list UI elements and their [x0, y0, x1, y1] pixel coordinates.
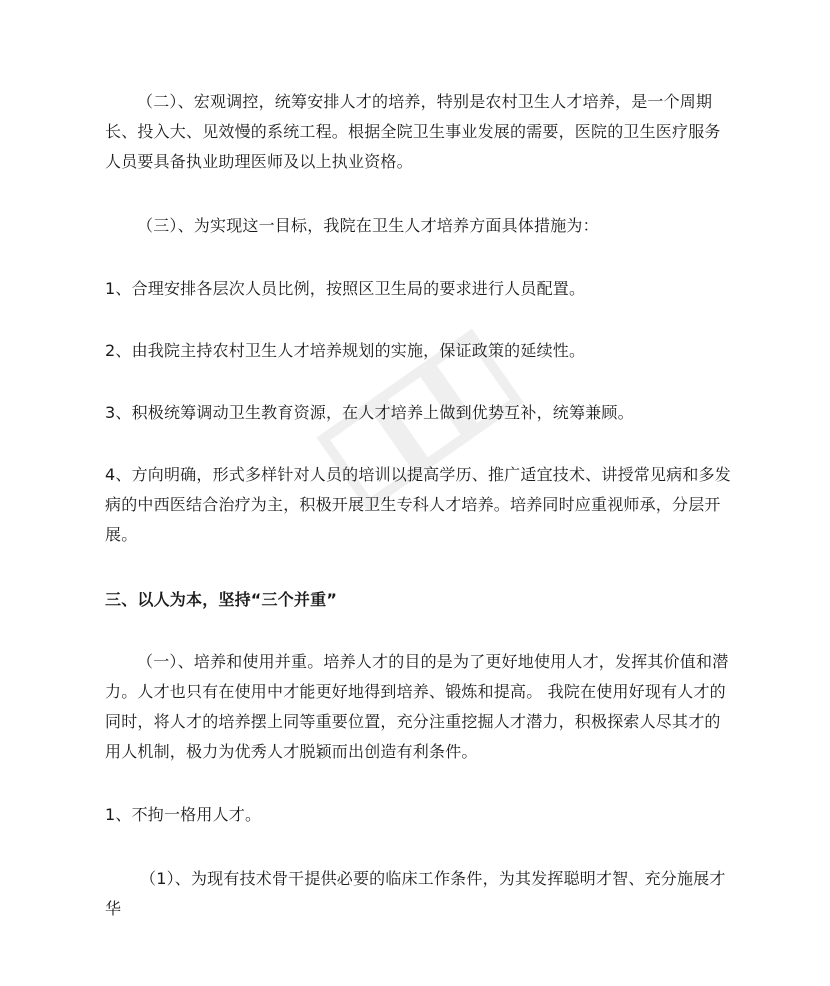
list-item-3: 3、积极统筹调动卫生教育资源，在人才培养上做到优势互补，统筹兼顾。 — [105, 403, 634, 422]
list-item-1: 1、合理安排各层次人员比例，按照区卫生局的要求进行人员配置。 — [105, 279, 586, 298]
list-item-4: 4、方向明确，形式多样针对人员的培训以提高学历、推广适宜技术、讲授常见病和多发病的中西医结合治疗为主，积极开展卫生专科人才培养。培养同时应重视师承，分层开展。 — [105, 465, 731, 544]
paragraph-training-and-use: （一）、培养和使用并重。培养人才的目的是为了更好地使用人才，发挥其价值和潜力。人才也只有在使用中才能更好地得到培养、锻炼和提高。 我院在使用好现有人才的同时，将人才的培养摆上同等重要位置，充分注重挖掘人才潜力，积极探索人尽其才的用人机制，极力为优秀人才脱颖而出创造有利条件。 — [105, 652, 729, 761]
section-heading-three: 三、以人为本，坚持“三个并重” — [105, 590, 338, 609]
paragraph-3-target-measures: （三）、为实现这一目标，我院在卫生人才培养方面具体措施为： — [137, 216, 599, 235]
sub-item-1: （1）、为现有技术骨干提供必要的临床工作条件，为其发挥聪明才智、充分施展才华 — [105, 869, 726, 918]
list-item-2: 2、由我院主持农村卫生人才培养规划的实施，保证政策的延续性。 — [105, 341, 586, 360]
list-item-unconventional-talent: 1、不拘一格用人才。 — [105, 805, 262, 824]
paragraph-2-macro-control: （二）、宏观调控，统筹安排人才的培养，特别是农村卫生人才培养，是一个周期长、投入大、见效慢的系统工程。根据全院卫生事业发展的需要，医院的卫生医疗服务人员要具备执业助理医师及以上执业资格。 — [105, 92, 721, 171]
